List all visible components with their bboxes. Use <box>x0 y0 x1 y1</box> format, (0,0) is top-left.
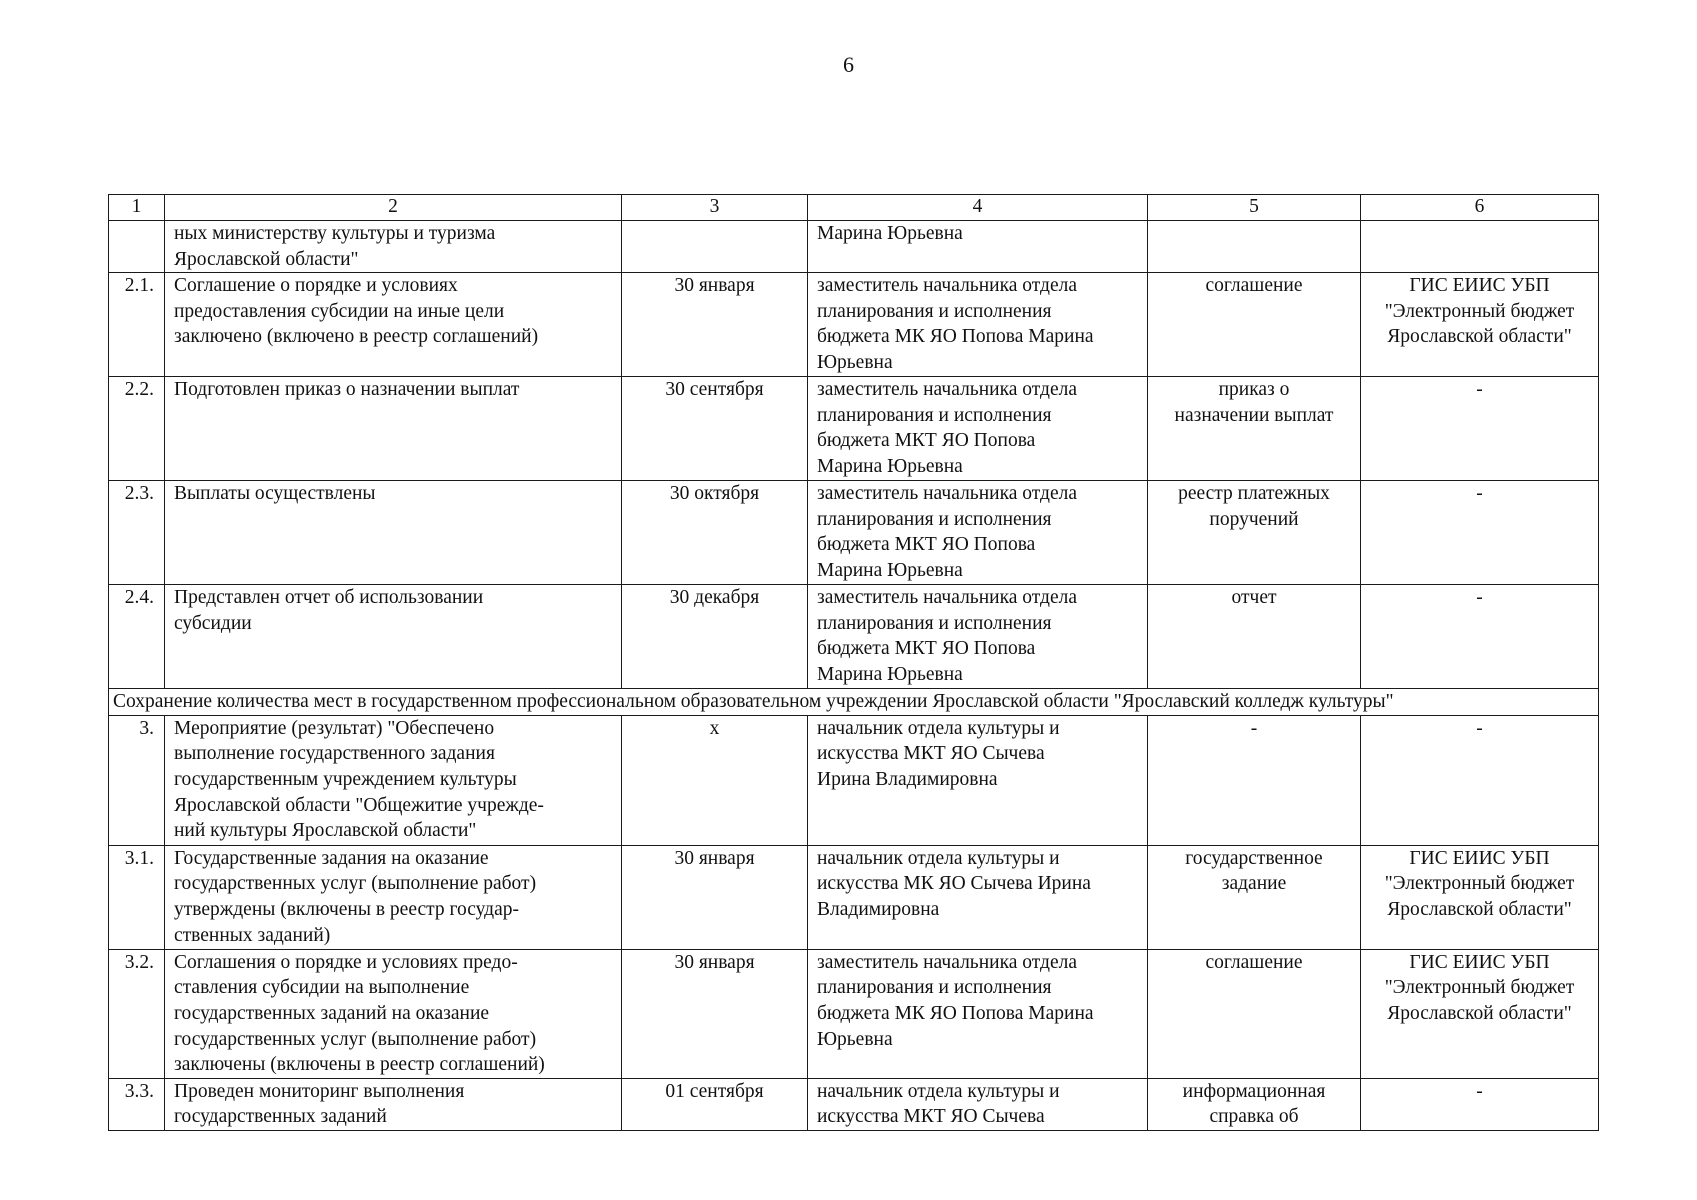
column-number-row <box>109 195 1599 221</box>
row-system: - <box>1361 377 1599 481</box>
row-text: Мероприятие (результат) "Обеспечено выполнение государственного задания государственным учреждением культуры Ярославской области "Общежитие учрежде- ний культуры Ярославской области" <box>165 715 622 845</box>
table-row <box>109 377 1599 481</box>
row-number: 3. <box>109 715 165 845</box>
row-responsible: начальник отдела культуры и искусства МКТ ЯО Сычева <box>808 1078 1148 1130</box>
row-number: 3.2. <box>109 949 165 1078</box>
row-document <box>1148 221 1361 273</box>
section-title: Сохранение количества мест в государственном профессиональном образовательном учреждении Ярославской области "Ярославский колледж культуры" <box>109 689 1599 716</box>
table-row <box>109 845 1599 949</box>
row-text: Государственные задания на оказание государственных услуг (выполнение работ) утверждены (включены в реестр государ- ственных заданий) <box>165 845 622 949</box>
row-text: Соглашения о порядке и условиях предо- ставления субсидии на выполнение государственных заданий на оказание государственных услуг (выполнение работ) заключены (включены в реестр соглашений) <box>165 949 622 1078</box>
column-number: 3 <box>622 195 808 221</box>
row-system: - <box>1361 481 1599 585</box>
row-number: 2.1. <box>109 273 165 377</box>
row-date: 30 января <box>622 273 808 377</box>
row-document: соглашение <box>1148 949 1361 1078</box>
row-date: 30 января <box>622 845 808 949</box>
column-number: 2 <box>165 195 622 221</box>
row-document: информационная справка об <box>1148 1078 1361 1130</box>
row-system: - <box>1361 1078 1599 1130</box>
row-responsible: Марина Юрьевна <box>808 221 1148 273</box>
row-number: 2.3. <box>109 481 165 585</box>
row-date <box>622 221 808 273</box>
plan-table <box>108 194 1599 1131</box>
section-row <box>109 689 1599 716</box>
row-document: - <box>1148 715 1361 845</box>
page-number: 6 <box>843 52 854 77</box>
row-number: 2.2. <box>109 377 165 481</box>
row-responsible: заместитель начальника отдела планирования и исполнения бюджета МКТ ЯО Попова Марина Юрьевна <box>808 585 1148 689</box>
column-number: 5 <box>1148 195 1361 221</box>
row-system: - <box>1361 585 1599 689</box>
table-row <box>109 585 1599 689</box>
row-system: ГИС ЕИИС УБП "Электронный бюджет Ярославской области" <box>1361 273 1599 377</box>
row-date: 30 декабря <box>622 585 808 689</box>
row-date: x <box>622 715 808 845</box>
row-responsible: начальник отдела культуры и искусства МКТ ЯО Сычева Ирина Владимировна <box>808 715 1148 845</box>
row-text: Соглашение о порядке и условиях предоставления субсидии на иные цели заключено (включено в реестр соглашений) <box>165 273 622 377</box>
row-date: 01 сентября <box>622 1078 808 1130</box>
row-responsible: заместитель начальника отдела планирования и исполнения бюджета МКТ ЯО Попова Марина Юрьевна <box>808 377 1148 481</box>
row-responsible: заместитель начальника отдела планирования и исполнения бюджета МК ЯО Попова Марина Юрьевна <box>808 949 1148 1078</box>
column-number: 1 <box>109 195 165 221</box>
table-row <box>109 949 1599 1078</box>
table-row <box>109 221 1599 273</box>
row-responsible: заместитель начальника отдела планирования и исполнения бюджета МК ЯО Попова Марина Юрьевна <box>808 273 1148 377</box>
row-number <box>109 221 165 273</box>
column-number: 4 <box>808 195 1148 221</box>
table-row <box>109 273 1599 377</box>
row-system: ГИС ЕИИС УБП "Электронный бюджет Ярославской области" <box>1361 949 1599 1078</box>
row-number: 2.4. <box>109 585 165 689</box>
row-date: 30 сентября <box>622 377 808 481</box>
row-responsible: заместитель начальника отдела планирования и исполнения бюджета МКТ ЯО Попова Марина Юрьевна <box>808 481 1148 585</box>
row-system <box>1361 221 1599 273</box>
row-date: 30 января <box>622 949 808 1078</box>
row-text: ных министерству культуры и туризма Ярославской области" <box>165 221 622 273</box>
row-document: реестр платежных поручений <box>1148 481 1361 585</box>
table-row <box>109 1078 1599 1130</box>
row-text: Проведен мониторинг выполнения государственных заданий <box>165 1078 622 1130</box>
row-date: 30 октября <box>622 481 808 585</box>
row-text: Выплаты осуществлены <box>165 481 622 585</box>
row-system: - <box>1361 715 1599 845</box>
table-row <box>109 481 1599 585</box>
row-system: ГИС ЕИИС УБП "Электронный бюджет Ярославской области" <box>1361 845 1599 949</box>
row-document: приказ о назначении выплат <box>1148 377 1361 481</box>
row-number: 3.1. <box>109 845 165 949</box>
row-text: Представлен отчет об использовании субсидии <box>165 585 622 689</box>
column-number: 6 <box>1361 195 1599 221</box>
row-responsible: начальник отдела культуры и искусства МК ЯО Сычева Ирина Владимировна <box>808 845 1148 949</box>
row-document: соглашение <box>1148 273 1361 377</box>
row-text: Подготовлен приказ о назначении выплат <box>165 377 622 481</box>
row-document: отчет <box>1148 585 1361 689</box>
table-row <box>109 715 1599 845</box>
row-document: государственное задание <box>1148 845 1361 949</box>
row-number: 3.3. <box>109 1078 165 1130</box>
